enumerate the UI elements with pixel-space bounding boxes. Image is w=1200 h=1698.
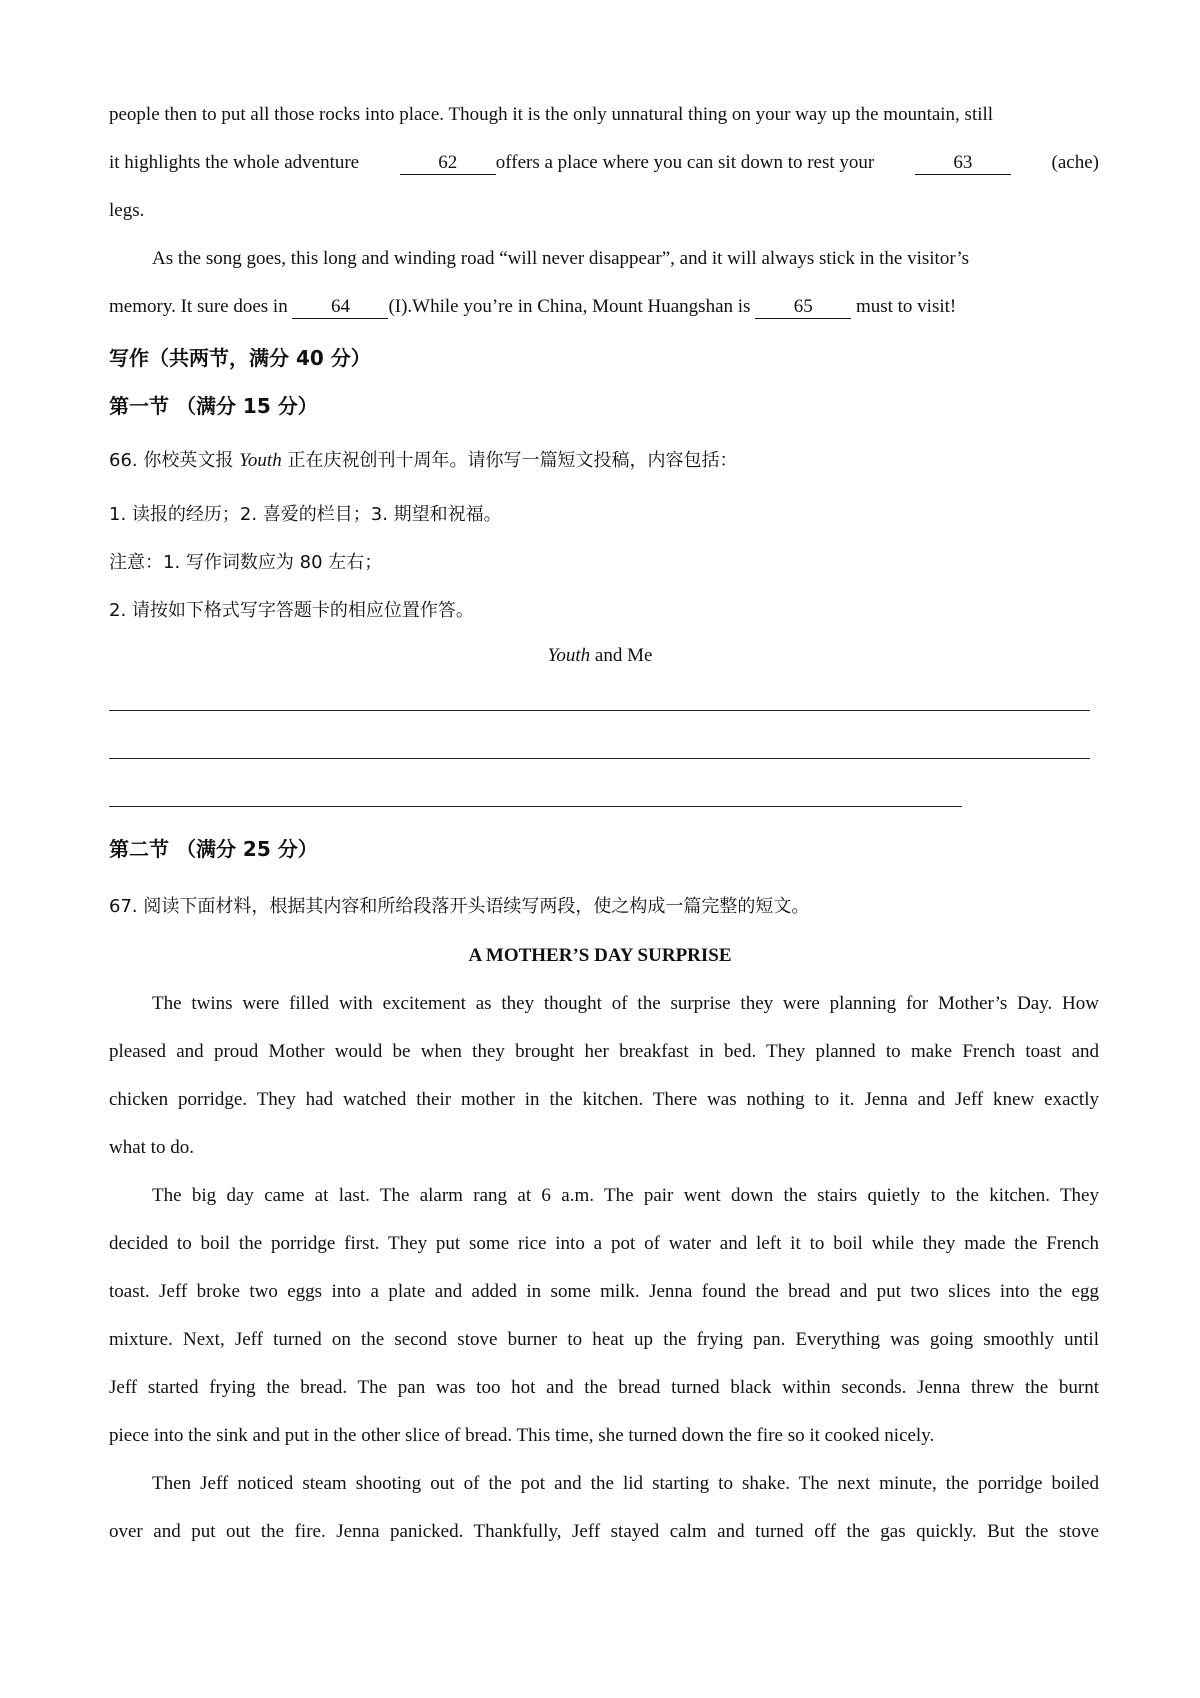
passage-line-with-blanks xyxy=(109,296,956,319)
note-line-2: 2. 请按如下格式写字答题卡的相应位置作答。 xyxy=(109,600,474,621)
passage-text: (ache) xyxy=(1051,152,1099,173)
story-line: mixture. Next, Jeff turned on the second stove burner to heat up the frying pan. Everything was going smoothly until xyxy=(109,1329,1099,1350)
writing-heading: 写作（共两节，满分 40 分） xyxy=(109,346,371,370)
passage-text: must to visit! xyxy=(855,296,957,317)
question-66: 66. 你校英文报 Youth 正在庆祝创刊十周年。请你写一篇短文投稿，内容包括： xyxy=(109,450,738,471)
story-line: Jeff started frying the bread. The pan was too hot and the bread turned black within seconds. Jenna threw the burnt xyxy=(109,1377,1099,1398)
story-line: over and put out the fire. Jenna panicked. Thankfully, Jeff stayed calm and turned off the gas quickly. But the stove xyxy=(109,1521,1099,1542)
section1-heading: 第一节 （满分 15 分） xyxy=(109,394,318,418)
cloze-blank-63: 63 xyxy=(915,152,1011,175)
note-line-1: 注意：1. 写作词数应为 80 左右； xyxy=(109,552,383,573)
passage-text: memory. It sure does in xyxy=(109,296,288,317)
story-line: The twins were filled with excitement as they thought of the surprise they were planning for Mother’s Day. How xyxy=(152,993,1099,1014)
passage-line-with-blanks xyxy=(109,152,1099,175)
cloze-blank-64: 64 xyxy=(292,297,388,319)
requirement-points: 1. 读报的经历；2. 喜爱的栏目；3. 期望和祝福。 xyxy=(109,504,502,525)
passage-text: (I).While you’re in China, Mount Huangshan is xyxy=(388,296,751,317)
question-67: 67. 阅读下面材料，根据其内容和所给段落开头语续写两段，使之构成一篇完整的短文。 xyxy=(109,896,810,917)
essay-title: Youth and Me xyxy=(547,645,653,666)
answer-line xyxy=(109,710,1090,711)
story-line: chicken porridge. They had watched their mother in the kitchen. There was nothing to it. Jenna and Jeff knew exactly xyxy=(109,1089,1099,1110)
passage-line: people then to put all those rocks into place. Though it is the only unnatural thing on your way up the mountain, still xyxy=(109,104,994,125)
question-number: 66. xyxy=(109,450,138,471)
cloze-blank-62: 62 offers a place where you can sit down to rest your xyxy=(400,152,874,175)
answer-line xyxy=(109,758,1090,759)
question-number: 67. xyxy=(109,896,138,917)
passage-line: legs. xyxy=(109,200,145,221)
story-line: decided to boil the porridge first. They put some rice into a pot of water and left it to boil while they made the French xyxy=(109,1233,1099,1254)
story-line: toast. Jeff broke two eggs into a plate and added in some milk. Jenna found the bread and put two slices into the egg xyxy=(109,1281,1099,1302)
story-title: A MOTHER’S DAY SURPRISE xyxy=(468,945,732,966)
passage-text: it highlights the whole adventure xyxy=(109,152,360,173)
story-line: The big day came at last. The alarm rang at 6 a.m. The pair went down the stairs quietly to the kitchen. They xyxy=(152,1185,1099,1206)
story-line: piece into the sink and put in the other slice of bread. This time, she turned down the fire so it cooked nicely. xyxy=(109,1425,935,1446)
story-line: pleased and proud Mother would be when they brought her breakfast in bed. They planned to make French toast and xyxy=(109,1041,1099,1062)
section2-heading: 第二节 （满分 25 分） xyxy=(109,837,318,861)
answer-line xyxy=(109,806,962,807)
cloze-blank-65: 65 xyxy=(755,297,851,319)
passage-line: As the song goes, this long and winding road “will never disappear”, and it will always stick in the visitor’s xyxy=(152,248,970,269)
story-line: what to do. xyxy=(109,1137,194,1158)
story-line: Then Jeff noticed steam shooting out of the pot and the lid starting to shake. The next minute, the porridge boiled xyxy=(152,1473,1099,1494)
